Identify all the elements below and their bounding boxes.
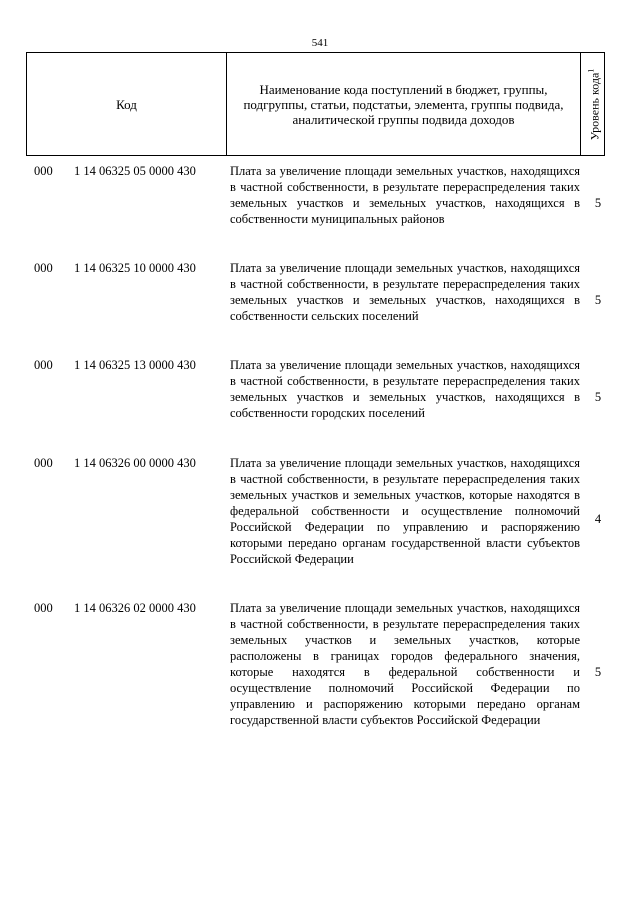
header-code-cell — [27, 53, 227, 155]
income-description: Плата за увеличение площади земельных участков, находящихся в частной собственности, в результате перераспределения таких земельных участков и земельных участков, находящихся в собственности городских поселений — [230, 358, 580, 420]
code-level: 4 — [594, 512, 602, 526]
code-level: 5 — [594, 665, 602, 679]
code-level: 5 — [594, 390, 602, 404]
header-level-footnote: 1 — [586, 68, 596, 73]
admin-code: 000 — [34, 601, 53, 615]
income-code: 1 14 06325 05 0000 430 — [74, 164, 196, 178]
page-number: 541 — [311, 37, 329, 49]
income-code: 1 14 06325 10 0000 430 — [74, 261, 196, 275]
code-level: 5 — [594, 293, 602, 307]
header-level-label: Уровень кода — [587, 72, 602, 140]
income-description: Плата за увеличение площади земельных участков, находящихся в частной собственности, в результате перераспределения таких земельных участков и земельных участков, находящихся в собственности муниципальных районов — [230, 164, 580, 226]
income-description: Плата за увеличение площади земельных участков, находящихся в частной собственности, в результате перераспределения таких земельных участков и земельных участков, которые расположены в границах городов федерального значения, которые находятся в федеральной собственности и осуществление полномочий Российской Федерации по управлению и распоряжению которыми передано органам государственной власти субъектов Российской Федерации — [230, 601, 580, 727]
header-level-rotated — [583, 68, 602, 140]
header-name-cell — [227, 53, 581, 155]
table-header — [26, 52, 605, 156]
header-code-label: Код — [116, 96, 137, 112]
income-code: 1 14 06326 02 0000 430 — [74, 601, 196, 615]
income-description: Плата за увеличение площади земельных участков, находящихся в частной собственности, в результате перераспределения таких земельных участков и земельных участков, которые находятся в федеральной собственности и осуществление полномочий Российской Федерации по управлению и распоряжению которыми передано органам государственной власти субъектов Российской Федерации — [230, 456, 580, 566]
admin-code: 000 — [34, 358, 53, 372]
header-level-cell — [581, 53, 604, 155]
code-level: 5 — [594, 196, 602, 210]
header-name-label: Наименование кода поступлений в бюджет, группы, подгруппы, статьи, подстатьи, элемента, группы подвида, аналитической группы подвида доходов — [243, 81, 564, 127]
admin-code: 000 — [34, 456, 53, 470]
income-description: Плата за увеличение площади земельных участков, находящихся в частной собственности, в результате перераспределения таких земельных участков и земельных участков, находящихся в собственности сельских поселений — [230, 261, 580, 323]
admin-code: 000 — [34, 164, 53, 178]
admin-code: 000 — [34, 261, 53, 275]
income-code: 1 14 06325 13 0000 430 — [74, 358, 196, 372]
income-code: 1 14 06326 00 0000 430 — [74, 456, 196, 470]
